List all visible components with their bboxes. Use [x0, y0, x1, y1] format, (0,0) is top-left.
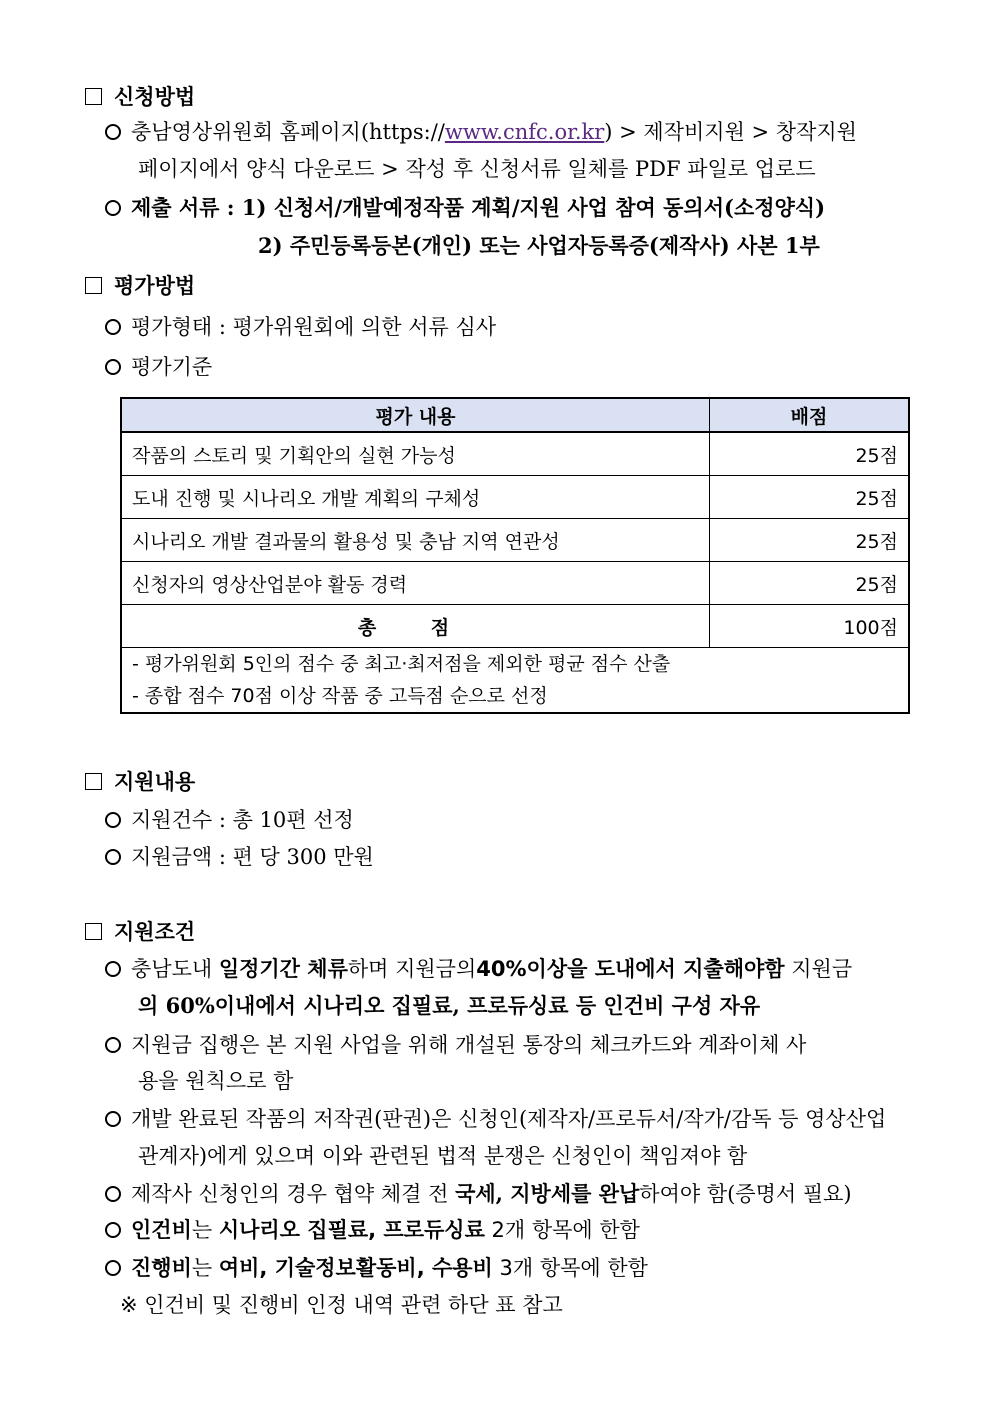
total-label: 총 점	[121, 605, 710, 648]
evaluation-type-line: 평가형태 : 평가위원회에 의한 서류 심사	[105, 313, 496, 341]
header-score: 배점	[710, 398, 910, 432]
criteria-score: 25점	[710, 562, 910, 605]
section-heading-application: 신청방법	[85, 83, 195, 111]
evaluation-criteria-line: 평가기준	[105, 353, 212, 381]
condition-stay-line: 충남도내 일정기간 체류하며 지원금의40%이상을 도내에서 지출해야함 지원금	[105, 955, 852, 983]
condition-card-line-cont: 용을 원칙으로 함	[138, 1069, 294, 1093]
bullet-circle-icon	[105, 849, 121, 865]
condition-copyright-line-cont: 관계자)에게 있으며 이와 관련된 법적 분쟁은 신청인이 책임져야 함	[138, 1144, 748, 1168]
condition-card-line: 지원금 집행은 본 지원 사업을 위해 개설된 통장의 체크카드와 계좌이체 사	[105, 1031, 806, 1059]
bullet-circle-icon	[105, 200, 121, 216]
header-content: 평가 내용	[121, 398, 710, 432]
criteria-item: 시나리오 개발 결과물의 활용성 및 충남 지역 연관성	[121, 519, 710, 562]
bullet-circle-icon	[105, 124, 121, 140]
bullet-circle-icon	[105, 1222, 121, 1238]
criteria-score: 25점	[710, 432, 910, 476]
bullet-circle-icon	[105, 1037, 121, 1053]
support-count-line: 지원건수 : 총 10편 선정	[105, 806, 354, 834]
bullet-circle-icon	[105, 359, 121, 375]
checkbox-square-icon	[85, 923, 102, 940]
application-method-line-cont: 페이지에서 양식 다운로드 > 작성 후 신청서류 일체를 PDF 파일로 업로드	[138, 157, 816, 181]
reference-note: ※ 인건비 및 진행비 인정 내역 관련 하단 표 참고	[120, 1293, 563, 1317]
note-line: - 평가위원회 5인의 점수 중 최고·최저점을 제외한 평균 점수 산출	[132, 653, 671, 675]
condition-copyright-line: 개발 완료된 작품의 저작권(판권)은 신청인(제작자/프로듀서/작가/감독 등 영상산업	[105, 1105, 886, 1133]
condition-tax-line: 제작사 신청인의 경우 협약 체결 전 국세, 지방세를 완납하여야 함(증명서 필요)	[105, 1180, 852, 1208]
note-line: - 종합 점수 70점 이상 작품 중 고득점 순으로 선정	[132, 685, 548, 707]
table-notes	[121, 648, 909, 714]
table-row	[121, 562, 909, 605]
criteria-item: 작품의 스토리 및 기획안의 실현 가능성	[121, 432, 710, 476]
section-heading-evaluation: 평가방법	[85, 272, 195, 300]
criteria-score: 25점	[710, 476, 910, 519]
table-header-row	[121, 398, 909, 432]
condition-personnel-line: 인건비는 시나리오 집필료, 프로듀싱료 2개 항목에 한함	[105, 1216, 640, 1244]
submission-docs-line-2: 2) 주민등록등본(개인) 또는 사업자등록증(제작사) 사본 1부	[258, 233, 820, 258]
criteria-item: 도내 진행 및 시나리오 개발 계획의 구체성	[121, 476, 710, 519]
section-heading-support-conditions: 지원조건	[85, 918, 195, 946]
bullet-circle-icon	[105, 1260, 121, 1276]
criteria-item: 신청자의 영상산업분야 활동 경력	[121, 562, 710, 605]
table-row	[121, 519, 909, 562]
website-link[interactable]: www.cnfc.or.kr	[444, 120, 605, 144]
checkbox-square-icon	[85, 88, 102, 105]
bullet-circle-icon	[105, 1186, 121, 1202]
section-heading-support-content: 지원내용	[85, 768, 195, 796]
criteria-score: 25점	[710, 519, 910, 562]
condition-progress-line: 진행비는 여비, 기술정보활동비, 수용비 3개 항목에 한함	[105, 1254, 648, 1282]
table-row	[121, 476, 909, 519]
table-row	[121, 432, 909, 476]
bullet-circle-icon	[105, 812, 121, 828]
evaluation-table	[120, 397, 910, 714]
table-total-row	[121, 605, 909, 648]
bullet-circle-icon	[105, 1111, 121, 1127]
checkbox-square-icon	[85, 773, 102, 790]
total-score: 100점	[710, 605, 910, 648]
checkbox-square-icon	[85, 277, 102, 294]
support-amount-line: 지원금액 : 편 당 300 만원	[105, 843, 374, 871]
application-method-line: 충남영상위원회 홈페이지(https://www.cnfc.or.kr) > 제작비지원 > 창작지원	[105, 118, 857, 146]
bullet-circle-icon	[105, 961, 121, 977]
bullet-circle-icon	[105, 319, 121, 335]
submission-docs-line: 제출 서류 : 1) 신청서/개발예정작품 계획/지원 사업 참여 동의서(소정양식)	[105, 194, 825, 222]
table-notes-row	[121, 648, 909, 714]
condition-stay-line-cont: 의 60%이내에서 시나리오 집필료, 프로듀싱료 등 인건비 구성 자유	[138, 993, 761, 1018]
